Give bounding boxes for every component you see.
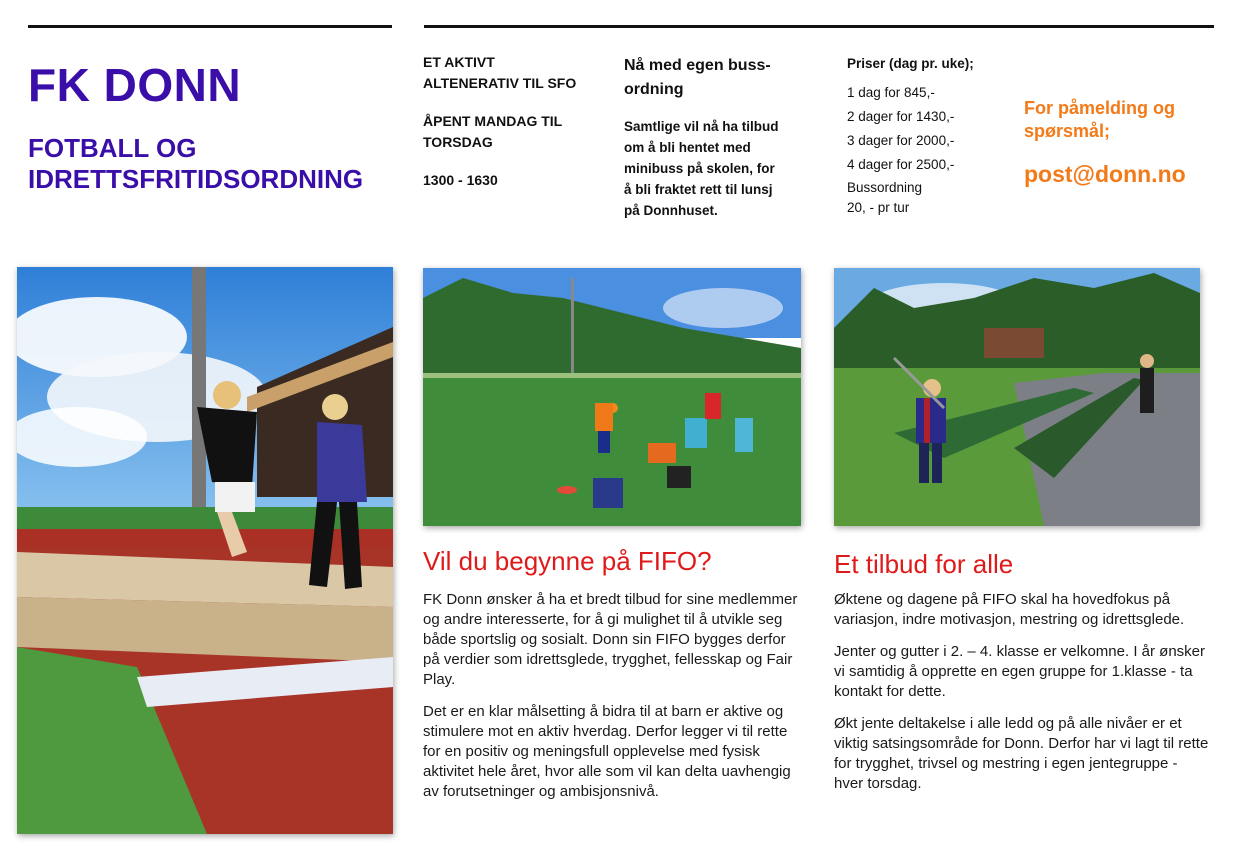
price-heading: Priser (dag pr. uke); xyxy=(847,56,974,71)
price-item: 1 dag for 845,- xyxy=(847,85,935,100)
bus-price: 20, - pr tur xyxy=(847,200,910,215)
section-body-fifo xyxy=(423,590,798,814)
paragraph: FK Donn ønsker å ha et bredt tilbud for sine medlemmer og andre interesserte, for å gi mulighet til å utvikle seg både sportslig og sosialt. Donn sin FIFO bygges derfor på verdier som idrettsglede, trygghet, fellesskap og Fair Play. xyxy=(423,591,798,688)
price-item: 3 dager for 2000,- xyxy=(847,133,955,148)
top-rule-left xyxy=(28,25,392,28)
subtitle-line: IDRETTSFRITIDSORDNING xyxy=(28,164,364,194)
section-heading-alle: Et tilbud for alle xyxy=(834,549,1014,579)
top-rule-right xyxy=(424,25,1214,28)
contact-email-link[interactable]: post@donn.no xyxy=(1024,161,1186,187)
paragraph: Det er en klar målsetting å bidra til at barn er aktive og stimulere mot en aktiv hverdag. Derfor legger vi til rette for en positiv og meningsfull opplevelse med fysisk aktivitet hele året, hvor alle som vil kan delta uavhengig av forutsetninger og ambisjonsnivå. xyxy=(423,703,791,800)
info-column xyxy=(423,52,613,191)
contact-block xyxy=(1024,97,1186,188)
price-item: 2 dager for 1430,- xyxy=(847,109,955,124)
section-body-alle xyxy=(834,590,1209,806)
bus-heading xyxy=(624,54,814,102)
bus-text-line: om å bli hentet med xyxy=(624,140,751,155)
bus-text-line: minibuss på skolen, for xyxy=(624,161,775,176)
subtitle-line: FOTBALL OG xyxy=(28,133,197,163)
contact-text: spørsmål; xyxy=(1024,121,1111,141)
bus-text-line: å bli fraktet rett til lunsj xyxy=(624,182,773,197)
section-heading-fifo: Vil du begynne på FIFO? xyxy=(423,546,712,576)
bus-price: Bussordning xyxy=(847,180,923,195)
page-title: FK DONN xyxy=(28,59,242,111)
alt-text: ALTENERATIV TIL SFO xyxy=(423,75,577,91)
alt-text: ET AKTIVT xyxy=(423,54,495,70)
paragraph: Jenter og gutter i 2. – 4. klasse er velkomne. I år ønsker vi samtidig å opprette en egen gruppe for 1.klasse - ta kontakt for dette. xyxy=(834,643,1206,700)
page-subtitle xyxy=(28,133,408,195)
paragraph: Øktene og dagene på FIFO skal ha hovedfokus på variasjon, indre motivasjon, mestring og idrettsglede. xyxy=(834,591,1185,628)
bus-text xyxy=(624,116,814,221)
bus-column xyxy=(624,54,814,221)
price-item: 4 dager for 2500,- xyxy=(847,157,955,172)
opening-days: TORSDAG xyxy=(423,134,493,150)
bus-text-line: Samtlige vil nå ha tilbud xyxy=(624,119,779,134)
paragraph: Økt jente deltakelse i alle ledd og på alle nivåer er et viktig satsingsområde for Donn. Derfor har vi lagt til rette for trygghet, trivsel og mestring i egen jentegruppe - hver torsdag. xyxy=(834,715,1209,792)
bus-heading-line: Nå med egen buss- xyxy=(624,57,771,74)
opening-hours: 1300 - 1630 xyxy=(423,172,498,188)
long-jump-photo xyxy=(17,267,393,834)
contact-text: For påmelding og xyxy=(1024,98,1175,118)
bus-heading-line: ordning xyxy=(624,81,684,98)
price-list xyxy=(847,56,974,217)
football-field-photo xyxy=(423,268,801,526)
bus-text-line: på Donnhuset. xyxy=(624,203,718,218)
golf-photo xyxy=(834,268,1200,526)
opening-days: ÅPENT MANDAG TIL xyxy=(423,113,563,129)
